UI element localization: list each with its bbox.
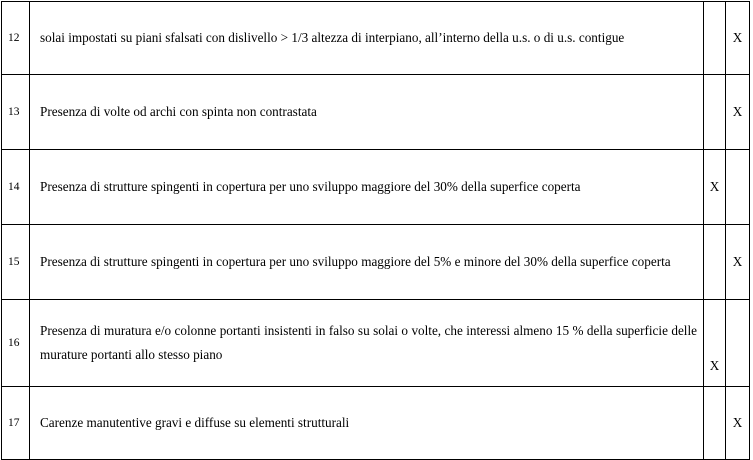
table-row xyxy=(2,2,750,75)
row-description: Carenze manutentive gravi e diffuse su elementi strutturali xyxy=(30,387,704,460)
row-mark-col1: X xyxy=(704,300,726,387)
row-number: 17 xyxy=(2,387,30,460)
row-description: Presenza di strutture spingenti in copertura per uno sviluppo maggiore del 5% e minore del 30% della superfice coperta xyxy=(30,225,704,300)
row-mark-col1 xyxy=(704,2,726,75)
table-row xyxy=(2,150,750,225)
row-mark-col2: X xyxy=(726,225,750,300)
row-description: Presenza di volte od archi con spinta non contrastata xyxy=(30,75,704,150)
row-description: Presenza di strutture spingenti in copertura per uno sviluppo maggiore del 30% della superfice coperta xyxy=(30,150,704,225)
row-description: Presenza di muratura e/o colonne portanti insistenti in falso su solai o volte, che interessi almeno 15 % della superficie delle murature portanti allo stesso piano xyxy=(30,300,704,387)
row-description: solai impostati su piani sfalsati con dislivello > 1/3 altezza di interpiano, all’interno della u.s. o di u.s. contigue xyxy=(30,2,704,75)
row-number: 15 xyxy=(2,225,30,300)
row-mark-col2: X xyxy=(726,387,750,460)
row-mark-col1 xyxy=(704,225,726,300)
row-mark-col1: X xyxy=(704,150,726,225)
row-mark-col2: X xyxy=(726,75,750,150)
row-number: 14 xyxy=(2,150,30,225)
row-number: 12 xyxy=(2,2,30,75)
row-mark-col1 xyxy=(704,75,726,150)
row-mark-col1 xyxy=(704,387,726,460)
table-row xyxy=(2,75,750,150)
table-row xyxy=(2,300,750,387)
table-row xyxy=(2,225,750,300)
row-mark-col2 xyxy=(726,300,750,387)
structural-checklist-table xyxy=(1,1,750,460)
row-number: 16 xyxy=(2,300,30,387)
row-mark-col2: X xyxy=(726,2,750,75)
table-row xyxy=(2,387,750,460)
row-number: 13 xyxy=(2,75,30,150)
row-mark-col2 xyxy=(726,150,750,225)
